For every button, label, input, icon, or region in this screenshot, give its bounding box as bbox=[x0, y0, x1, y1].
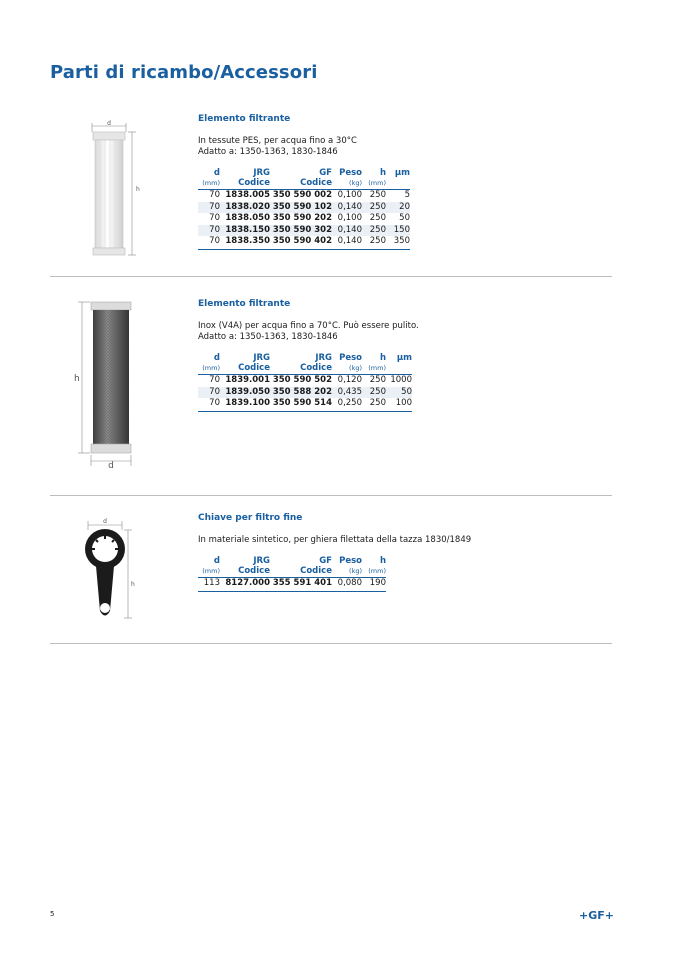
cell-h: 250 bbox=[369, 375, 386, 385]
header-gf: GF bbox=[319, 556, 332, 566]
spec-table bbox=[198, 168, 410, 250]
cell-um: 5 bbox=[404, 190, 410, 200]
unit-h: (mm) bbox=[362, 566, 386, 578]
description-line: Inox (V4A) per acqua fino a 70°C. Può essere pulito. bbox=[198, 321, 419, 331]
header-jrg: JRG bbox=[253, 353, 270, 363]
spec-table bbox=[198, 353, 412, 412]
description-line: In tessute PES, per acqua fino a 30°C bbox=[198, 136, 357, 146]
cell-peso: 0,250 bbox=[332, 398, 362, 411]
unit-d: (mm) bbox=[198, 566, 220, 578]
cell-gf: 350 590 202 bbox=[272, 213, 332, 223]
cell-jrg: 1839.001 bbox=[225, 375, 270, 385]
cell-h: 250 bbox=[369, 190, 386, 200]
section-divider bbox=[50, 276, 612, 277]
cell-h: 250 bbox=[362, 398, 386, 411]
unit-h: (mm) bbox=[362, 363, 386, 375]
cell-um: 350 bbox=[386, 236, 410, 249]
cell-h: 250 bbox=[362, 236, 386, 249]
cell-d: 70 bbox=[209, 190, 220, 200]
header-jrg: JRG bbox=[253, 556, 270, 566]
cell-jrg: 1838.350 bbox=[220, 236, 270, 249]
cell-peso: 0,100 bbox=[337, 190, 362, 200]
cell-peso: 0,140 bbox=[337, 224, 362, 235]
table-header-row bbox=[198, 168, 410, 178]
gf-logo: +GF+ bbox=[579, 909, 614, 922]
cell-d: 70 bbox=[209, 201, 220, 212]
dim-h-label: h bbox=[74, 374, 80, 384]
header-d: d bbox=[213, 168, 220, 178]
page-title: Parti di ricambo/Accessori bbox=[50, 62, 318, 83]
cell-gf: 350 590 502 bbox=[272, 375, 332, 385]
unit-um bbox=[386, 363, 412, 375]
table-row bbox=[198, 190, 410, 202]
header-h: h bbox=[379, 556, 386, 566]
cell-um: 50 bbox=[399, 213, 410, 223]
header-peso: Peso bbox=[339, 556, 362, 566]
section-title: Elemento filtrante bbox=[198, 299, 291, 309]
table-row bbox=[198, 398, 412, 411]
section-description bbox=[198, 136, 410, 158]
header-um: µm bbox=[396, 353, 412, 363]
header-d: d bbox=[213, 556, 220, 566]
table-row bbox=[198, 387, 412, 399]
table-row bbox=[198, 375, 412, 387]
header-peso: Peso bbox=[339, 353, 362, 363]
dim-d-label: d bbox=[107, 120, 111, 127]
section-filter-wrench bbox=[198, 513, 471, 592]
cell-h: 250 bbox=[369, 224, 386, 235]
unit-peso: (kg) bbox=[332, 363, 362, 375]
cell-d: 70 bbox=[209, 213, 220, 223]
spec-table bbox=[198, 556, 386, 592]
section-pes-filter bbox=[198, 114, 410, 250]
cell-gf: 350 590 002 bbox=[272, 190, 332, 200]
table-unit-row bbox=[198, 363, 412, 375]
cell-um: 20 bbox=[399, 201, 410, 212]
cell-um: 100 bbox=[386, 398, 412, 411]
section-divider bbox=[50, 643, 612, 644]
cell-gf: 350 588 202 bbox=[272, 386, 332, 397]
cell-um: 1000 bbox=[390, 375, 412, 385]
cell-h: 190 bbox=[362, 578, 386, 592]
cell-d: 113 bbox=[198, 578, 220, 592]
cell-peso: 0,140 bbox=[337, 201, 362, 212]
table-header-row bbox=[198, 353, 412, 363]
section-divider bbox=[50, 495, 612, 496]
unit-jrg: Codice bbox=[220, 178, 270, 190]
cell-d: 70 bbox=[198, 236, 220, 249]
section-title: Elemento filtrante bbox=[198, 114, 291, 124]
cell-d: 70 bbox=[209, 224, 220, 235]
cell-gf: 350 590 402 bbox=[270, 236, 332, 249]
pes-filter-element-drawing bbox=[80, 118, 150, 263]
header-d: d bbox=[213, 353, 220, 363]
table-row bbox=[198, 578, 386, 592]
table-unit-row bbox=[198, 178, 410, 190]
stainless-filter-element-drawing bbox=[72, 298, 162, 470]
table-row bbox=[198, 225, 410, 237]
header-h: h bbox=[379, 353, 386, 363]
cell-jrg: 1838.050 bbox=[225, 213, 270, 223]
header-gf: JRG bbox=[315, 353, 332, 363]
dim-h-label: h bbox=[131, 581, 135, 588]
cell-um: 150 bbox=[393, 224, 410, 235]
cell-jrg: 1838.150 bbox=[225, 224, 270, 235]
unit-gf: Codice bbox=[270, 566, 332, 578]
dim-d-label: d bbox=[103, 518, 107, 525]
table-row bbox=[198, 202, 410, 214]
cell-d: 70 bbox=[198, 398, 220, 411]
cell-peso: 0,140 bbox=[332, 236, 362, 249]
unit-jrg: Codice bbox=[220, 566, 270, 578]
section-stainless-filter bbox=[198, 299, 419, 412]
section-description bbox=[198, 535, 471, 546]
cell-gf: 355 591 401 bbox=[270, 578, 332, 592]
section-description bbox=[198, 321, 419, 343]
description-line: In materiale sintetico, per ghiera filettata della tazza 1830/1849 bbox=[198, 535, 472, 545]
cell-peso: 0,435 bbox=[337, 386, 362, 397]
unit-d: (mm) bbox=[198, 363, 220, 375]
cell-jrg: 1838.005 bbox=[225, 190, 270, 200]
cell-jrg: 1839.050 bbox=[225, 386, 270, 397]
header-jrg: JRG bbox=[253, 168, 270, 178]
cell-gf: 350 590 514 bbox=[270, 398, 332, 411]
page-number: 5 bbox=[50, 910, 55, 918]
cell-peso: 0,100 bbox=[337, 213, 362, 223]
unit-h: (mm) bbox=[362, 178, 386, 190]
unit-um bbox=[386, 178, 410, 190]
unit-gf: Codice bbox=[270, 363, 332, 375]
table-row bbox=[198, 236, 410, 249]
section-title: Chiave per filtro fine bbox=[198, 513, 303, 523]
cell-d: 70 bbox=[209, 375, 220, 385]
cell-um: 50 bbox=[401, 386, 412, 397]
unit-gf: Codice bbox=[270, 178, 332, 190]
cell-jrg: 1839.100 bbox=[220, 398, 270, 411]
unit-peso: (kg) bbox=[332, 178, 362, 190]
header-um: µm bbox=[394, 168, 410, 178]
cell-peso: 0,080 bbox=[332, 578, 362, 592]
table-unit-row bbox=[198, 566, 386, 578]
cell-gf: 350 590 302 bbox=[272, 224, 332, 235]
dim-h-label: h bbox=[136, 186, 140, 193]
dim-d-label: d bbox=[108, 461, 114, 470]
unit-jrg: Codice bbox=[220, 363, 270, 375]
unit-d: (mm) bbox=[198, 178, 220, 190]
table-header-row bbox=[198, 556, 386, 566]
cell-d: 70 bbox=[209, 386, 220, 397]
header-h: h bbox=[379, 168, 386, 178]
header-gf: GF bbox=[319, 168, 332, 178]
cell-jrg: 8127.000 bbox=[220, 578, 270, 592]
description-line: Adatto a: 1350-1363, 1830-1846 bbox=[198, 332, 338, 342]
unit-peso: (kg) bbox=[332, 566, 362, 578]
cell-jrg: 1838.020 bbox=[225, 201, 270, 212]
cell-h: 250 bbox=[369, 386, 386, 397]
header-peso: Peso bbox=[339, 168, 362, 178]
filter-wrench-drawing bbox=[70, 516, 170, 628]
cell-h: 250 bbox=[369, 201, 386, 212]
cell-gf: 350 590 102 bbox=[272, 201, 332, 212]
cell-peso: 0,120 bbox=[337, 375, 362, 385]
cell-h: 250 bbox=[369, 213, 386, 223]
table-row bbox=[198, 213, 410, 225]
description-line: Adatto a: 1350-1363, 1830-1846 bbox=[198, 147, 338, 157]
